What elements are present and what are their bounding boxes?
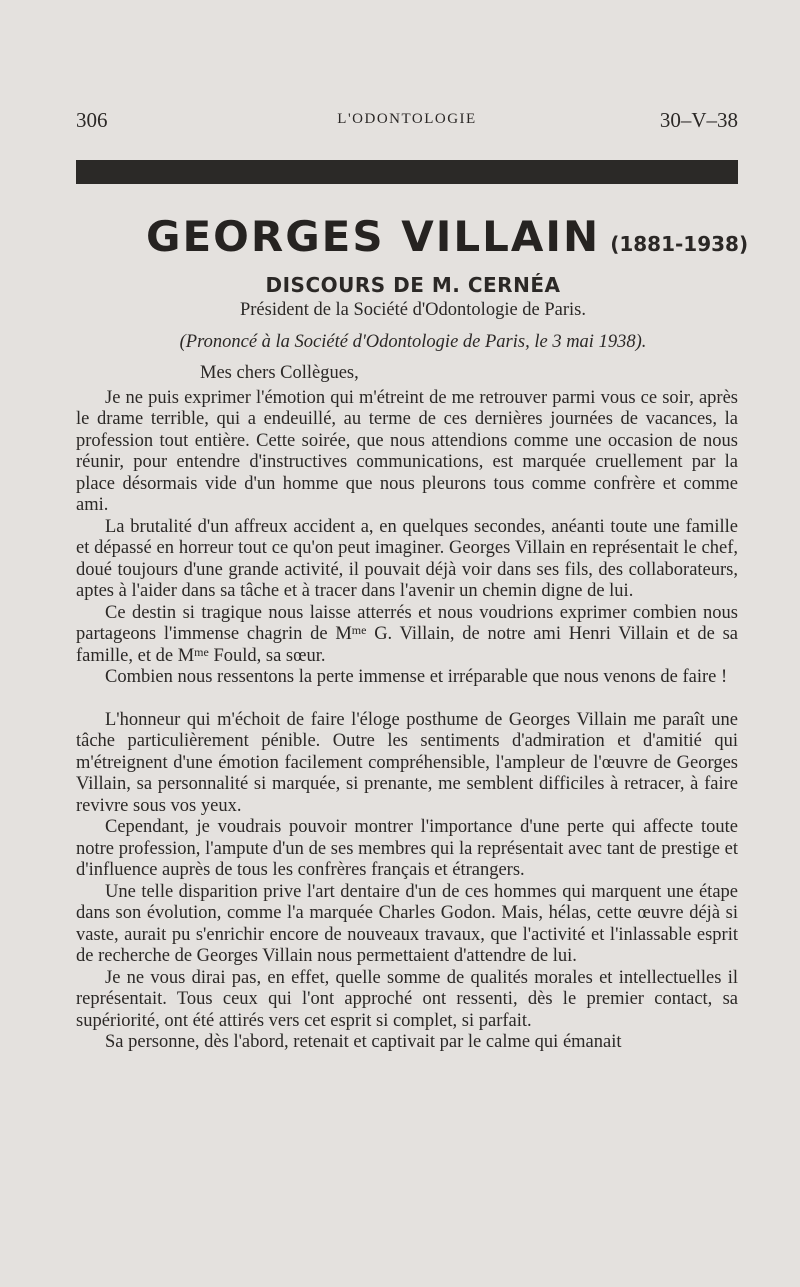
paragraph: Sa personne, dès l'abord, retenait et captivait par le calme qui émanait <box>105 1032 622 1052</box>
paragraph: Je ne vous dirai pas, en effet, quelle somme de qualités morales et intellectuelles il représentait. Tous ceux qui l'ont approché ont ressenti, dès le premier contact, sa supériorité, ont été attirés vers cet esprit si complet, si parfait. <box>76 967 738 1031</box>
life-years: (1881-1938) <box>610 232 749 256</box>
paragraph: La brutalité d'un affreux accident a, en quelques secondes, anéanti toute une famille et dépassé en horreur tout ce qu'on peut imaginer. Georges Villain en représentait le chef, doué toujours d'une grande activité, il pouvait déjà voir dans ses fils, des collaborateurs, aptes à l'aider dans sa tâche et à tracer dans l'avenir un chemin digne de lui. <box>76 516 738 601</box>
paragraph <box>76 603 738 668</box>
abbreviation-superscript: me <box>194 644 209 659</box>
paragraph: L'honneur qui m'échoit de faire l'éloge posthume de Georges Villain me paraît une tâche particulièrement pénible. Outre les sentiments d'admiration et d'amitié qui m'étreignent d'une émotion facilement compréhensible, l'ampleur de l'œuvre de Georges Villain, sa personnalité si marquée, si prenante, me semblent difficiles à retracer, à faire revivre sous vos yeux. <box>76 709 738 816</box>
abbreviation-superscript: me <box>351 623 367 637</box>
issue-date: 30–V–38 <box>659 108 738 132</box>
text-run: Fould, sa sœur. <box>208 645 326 666</box>
mourning-band <box>76 160 738 184</box>
greeting: Mes chers Collègues, <box>200 363 359 383</box>
page-number: 306 <box>76 108 108 132</box>
speech-context: (Prononcé à la Société d'Odontologie de Paris, le 3 mai 1938). <box>179 332 647 352</box>
running-header <box>76 108 738 138</box>
speaker-role: Président de la Société d'Odontologie de Paris. <box>239 300 587 320</box>
paragraph: Combien nous ressentons la perte immense et irréparable que nous venons de faire ! <box>105 667 728 687</box>
article-body <box>76 363 738 1054</box>
article-title-line <box>146 212 749 272</box>
journal-title: L'ODONTOLOGIE <box>337 111 477 127</box>
paragraph: Cependant, je voudrais pouvoir montrer l'importance d'une perte qui affecte toute notre profession, l'ampute d'un de ses membres qui la représentait avec tant de prestige et d'influence auprès de tous les confrères français et étrangers. <box>76 817 738 880</box>
text-run: Ce destin si tragique nous laisse atterrés et nous voudrions exprimer combien nous partageons l'immense chagrin de M <box>76 602 738 644</box>
text-run: G. Villain, de notre ami Henri Villain et de sa famille, et de M <box>76 624 738 666</box>
article-title: GEORGES VILLAIN <box>146 212 601 261</box>
speech-heading: DISCOURS DE M. CERNÉA <box>265 273 561 297</box>
paragraph: Une telle disparition prive l'art dentaire d'un de ces hommes qui marquent une étape dans son évolution, comme l'a marquée Charles Godon. Mais, hélas, cette œuvre déjà si vaste, aurait pu s'enrichir encore de nouveaux travaux, que l'activité et l'inlassable esprit de recherche de Georges Villain nous permettaient d'attendre de lui. <box>76 881 738 966</box>
paragraph: Je ne puis exprimer l'émotion qui m'étreint de me retrouver parmi vous ce soir, après le drame terrible, qui a endeuillé, au terme de ces dernières journées de vacances, la profession tout entière. Cette soirée, que nous attendions comme une occasion de nous réunir, pour entendre d'instructives communications, est marquée cruellement par la place désormais vide d'un homme que nous pleurons tous comme confrère et comme ami. <box>76 387 738 515</box>
